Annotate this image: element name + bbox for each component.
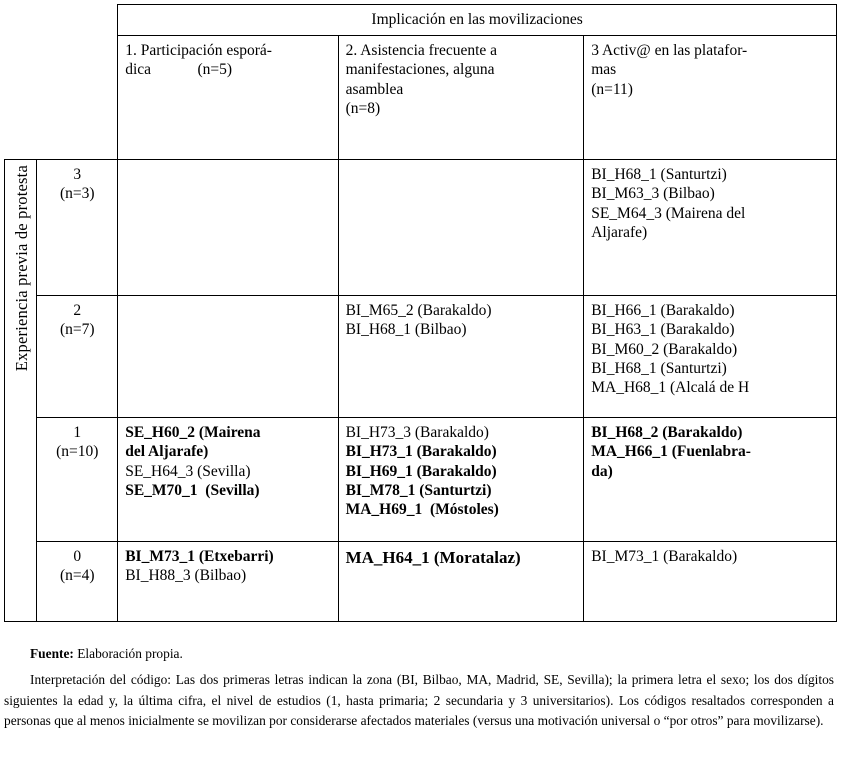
row-level-count: (n=3) [59,185,95,203]
cell-line: SE_M64_3 (Mairena del [591,204,746,222]
corner-spacer-top [5,5,37,36]
row-header-level-0 [37,542,118,622]
column-header-3-line-1: 3 Activ@ en las platafor- [591,42,748,60]
row-level-value: 0 [73,548,82,566]
table-notes [4,644,834,738]
cell-line: BI_H68_2 (Barakaldo) [591,424,743,442]
cell-line: BI_H66_1 (Barakaldo) [591,302,735,320]
cell-line: BI_H68_1 (Santurtzi) [591,166,727,184]
cell-r2-c2 [338,296,584,418]
cell-line: BI_H63_1 (Barakaldo) [591,321,735,339]
cell-r2-c3 [584,296,837,418]
column-group-header: Implicación en las movilizaciones [118,5,837,36]
source-note [4,644,834,664]
column-header-2-line-4: (n=8) [345,99,381,117]
cell-line: MA_H64_1 (Moratalaz) [345,548,521,568]
source-label: Fuente: [30,646,74,661]
column-header-1 [118,36,338,160]
cell-r3-c3 [584,160,837,296]
row-axis-label [5,160,37,622]
column-header-3 [584,36,837,160]
cell-line: Aljarafe) [591,223,648,241]
corner-spacer-left [5,36,37,160]
cell-line: da) [591,462,613,480]
table-row [5,160,837,296]
row-header-level-2 [37,296,118,418]
column-header-2-line-2: manifestaciones, alguna [345,61,495,79]
cell-line: BI_M73_1 (Barakaldo) [591,548,738,566]
table-row [5,418,837,542]
cell-r0-c1 [118,542,338,622]
cell-line: SE_M70_1 (Sevilla) [125,481,260,499]
cell-line: BI_H68_1 (Bilbao) [345,321,467,339]
corner-spacer-top-2 [37,5,118,36]
cell-r1-c1 [118,418,338,542]
column-header-3-line-2: mas [591,61,617,79]
column-header-2-line-3: asamblea [345,80,404,98]
row-level-value: 2 [73,302,82,320]
cell-line: SE_H60_2 (Mairena [125,424,261,442]
column-header-1-line-1: 1. Participación esporá- [125,42,272,60]
cell-line: BI_H73_1 (Barakaldo) [345,443,497,461]
cell-line: SE_H64_3 (Sevilla) [125,462,251,480]
cell-r3-c1 [118,160,338,296]
cell-r1-c2 [338,418,584,542]
corner-spacer-left-2 [37,36,118,160]
cell-line: BI_M63_3 (Bilbao) [591,185,715,203]
cell-line: BI_M73_1 (Etxebarri) [125,548,274,566]
cell-line: MA_H66_1 (Fuenlabra- [591,443,751,461]
cell-r2-c1 [118,296,338,418]
source-text: Elaboración propia. [73,646,183,661]
row-level-value: 1 [73,424,82,442]
cell-line: BI_H69_1 (Barakaldo) [345,462,497,480]
cell-line: MA_H69_1 (Móstoles) [345,501,499,519]
cell-r3-c2 [338,160,584,296]
table-row [5,542,837,622]
interpretation-note: Interpretación del código: Las dos primeras letras indican la zona (BI, Bilbao, MA, Madrid, SE, Sevilla); la primera letra el sexo; los dos dígitos siguientes la edad y, la última cifra, el nivel de estudios (1, hasta primaria; 2 secundaria y 3 universitarios). Los códigos resaltados corresponden a personas que al menos inicialmente se movilizan por considerarse afectados materiales (versus una motivación universal o “por otros” para movilizarse). [4,672,834,729]
cell-r0-c2 [338,542,584,622]
cell-r1-c3 [584,418,837,542]
table-header-row-top [5,5,837,36]
cell-line: BI_H68_1 (Santurtzi) [591,359,727,377]
row-level-count: (n=7) [59,321,95,339]
row-header-level-1 [37,418,118,542]
document-page [0,4,843,776]
cross-tabulation-table [4,4,837,622]
cell-line: BI_H88_3 (Bilbao) [125,567,247,585]
column-header-2 [338,36,584,160]
cell-line: del Aljarafe) [125,443,209,461]
cell-line: BI_H73_3 (Barakaldo) [345,424,489,442]
row-level-value: 3 [73,166,82,184]
cell-r0-c3 [584,542,837,622]
table-header-row-columns [5,36,837,160]
cell-line: MA_H68_1 (Alcalá de H [591,379,750,397]
table-row [5,296,837,418]
cell-line: BI_M65_2 (Barakaldo) [345,302,492,320]
cell-line: BI_M60_2 (Barakaldo) [591,340,738,358]
row-level-count: (n=10) [56,443,99,461]
row-axis-label-text: Experiencia previa de protesta [12,165,31,372]
row-level-count: (n=4) [59,567,95,585]
column-header-1-line-2: dica (n=5) [125,61,233,79]
row-header-level-3 [37,160,118,296]
column-header-2-line-1: 2. Asistencia frecuente a [345,42,498,60]
cell-line: BI_M78_1 (Santurtzi) [345,481,492,499]
column-header-3-line-3: (n=11) [591,80,633,98]
